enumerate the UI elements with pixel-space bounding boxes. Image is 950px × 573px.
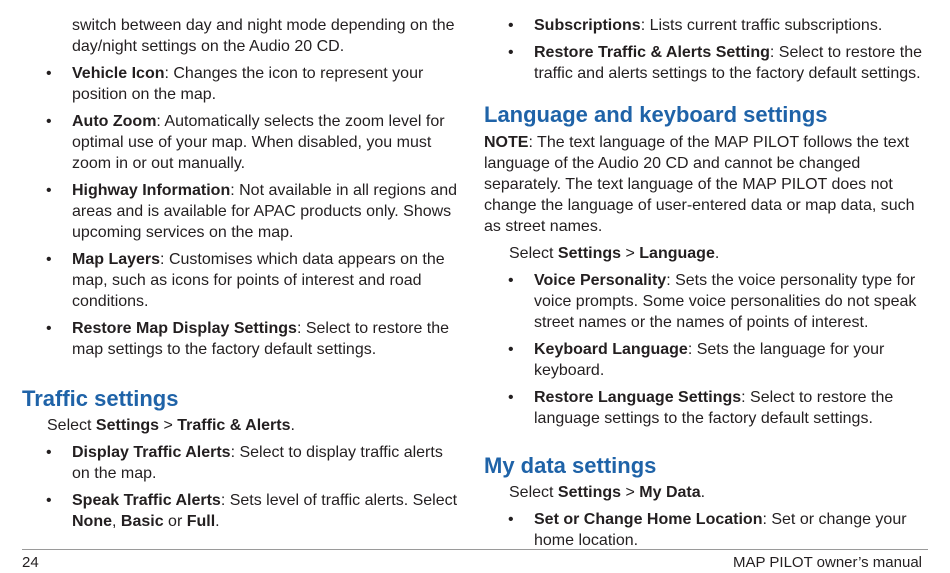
list-item <box>22 63 462 105</box>
list-item <box>22 111 462 174</box>
item-term: Auto Zoom <box>72 113 157 130</box>
item-term: Highway Information <box>72 182 231 199</box>
item-term: Display Traffic Alerts <box>72 444 231 461</box>
note-label: NOTE <box>484 134 529 151</box>
item-desc: : Changes the icon to represent your position on the map. <box>72 65 424 103</box>
item-term: Voice Personality <box>534 272 667 289</box>
item-term: Vehicle Icon <box>72 65 165 82</box>
item-term: Subscriptions <box>534 17 641 34</box>
item-desc: : Set or change your home location. <box>534 511 907 549</box>
map-settings-list <box>22 63 462 360</box>
period: . <box>700 484 706 501</box>
item-desc: : Not available in all regions and areas and is available for APAC products only. Shows upcoming services on the map. <box>72 182 458 241</box>
option-full: Full <box>186 513 216 530</box>
item-term: Restore Language Settings <box>534 389 742 406</box>
list-item <box>22 490 462 532</box>
item-desc: : Select to display traffic alerts on the map. <box>72 444 443 482</box>
select-prefix: Select <box>47 417 96 434</box>
traffic-settings-heading: Traffic settings <box>22 386 179 411</box>
manual-title: MAP PILOT owner’s manual <box>733 554 922 571</box>
list-item <box>484 270 929 333</box>
item-desc: : Select to restore the map settings to the factory default settings. <box>72 320 450 358</box>
menu-separator: > <box>621 484 640 501</box>
menu-separator: > <box>159 417 178 434</box>
item-desc: : Select to restore the language settings to the factory default settings. <box>534 389 894 427</box>
item-term: Restore Map Display Settings <box>72 320 297 337</box>
menu-language: Language <box>639 245 715 262</box>
language-settings-list <box>484 270 929 429</box>
language-menu-path <box>484 243 929 264</box>
footer-divider <box>22 549 928 550</box>
item-term: Restore Traffic & Alerts Setting <box>534 44 770 61</box>
option-none: None <box>72 513 112 530</box>
list-item <box>22 249 462 312</box>
item-term: Set or Change Home Location <box>534 511 763 528</box>
my-data-settings-heading: My data settings <box>484 453 657 478</box>
item-desc: : Sets the language for your keyboard. <box>534 341 885 379</box>
list-item <box>484 339 929 381</box>
list-item <box>484 387 929 429</box>
list-item <box>484 42 929 84</box>
list-item <box>484 15 929 36</box>
option-basic: Basic <box>120 513 164 530</box>
or-text: or <box>163 513 187 530</box>
comma: , <box>112 513 121 530</box>
item-desc: : Automatically selects the zoom level for optimal use of your map. When disabled, you must zoom in or out manually. <box>72 113 445 172</box>
language-settings-heading: Language and keyboard settings <box>484 102 828 127</box>
left-column <box>22 0 462 538</box>
menu-settings: Settings <box>557 245 622 262</box>
note-paragraph <box>484 132 929 237</box>
mydata-settings-list <box>484 509 929 551</box>
note-text: : The text language of the MAP PILOT follows the text language of the Audio 20 CD and cannot be changed separately. The text language of the MAP PILOT does not change the language of user-entered data or map data, such as street names. <box>484 134 915 235</box>
right-column <box>484 0 929 557</box>
traffic-more-list <box>484 15 929 84</box>
item-desc: : Sets level of traffic alerts. Select <box>220 492 458 509</box>
item-desc: : Lists current traffic subscriptions. <box>640 17 883 34</box>
mydata-menu-path <box>484 482 929 503</box>
list-item <box>484 509 929 551</box>
traffic-menu-path <box>22 415 462 436</box>
continuation-text: switch between day and night mode depending on the day/night settings on the Audio 20 CD. <box>72 17 455 55</box>
menu-settings: Settings <box>95 417 160 434</box>
item-desc: : Sets the voice personality type for voice prompts. Some voice personalities do not speak street names or the names of points of interest. <box>534 272 917 331</box>
traffic-settings-list <box>22 442 462 532</box>
item-term: Speak Traffic Alerts <box>72 492 221 509</box>
period: . <box>290 417 295 434</box>
list-item <box>22 180 462 243</box>
menu-separator: > <box>621 245 640 262</box>
period: . <box>714 245 720 262</box>
item-term: Map Layers <box>72 251 161 268</box>
select-prefix: Select <box>509 484 558 501</box>
item-term: Keyboard Language <box>534 341 688 358</box>
menu-settings: Settings <box>557 484 622 501</box>
list-item <box>22 442 462 484</box>
page-number: 24 <box>22 554 39 571</box>
period: . <box>215 513 220 530</box>
select-prefix: Select <box>509 245 558 262</box>
menu-traffic-alerts: Traffic & Alerts <box>177 417 291 434</box>
menu-my-data: My Data <box>639 484 701 501</box>
item-desc: : Customises which data appears on the map, such as icons for points of interest and road conditions. <box>72 251 445 310</box>
list-item <box>22 318 462 360</box>
item-desc: : Select to restore the traffic and alerts settings to the factory default settings. <box>534 44 922 82</box>
